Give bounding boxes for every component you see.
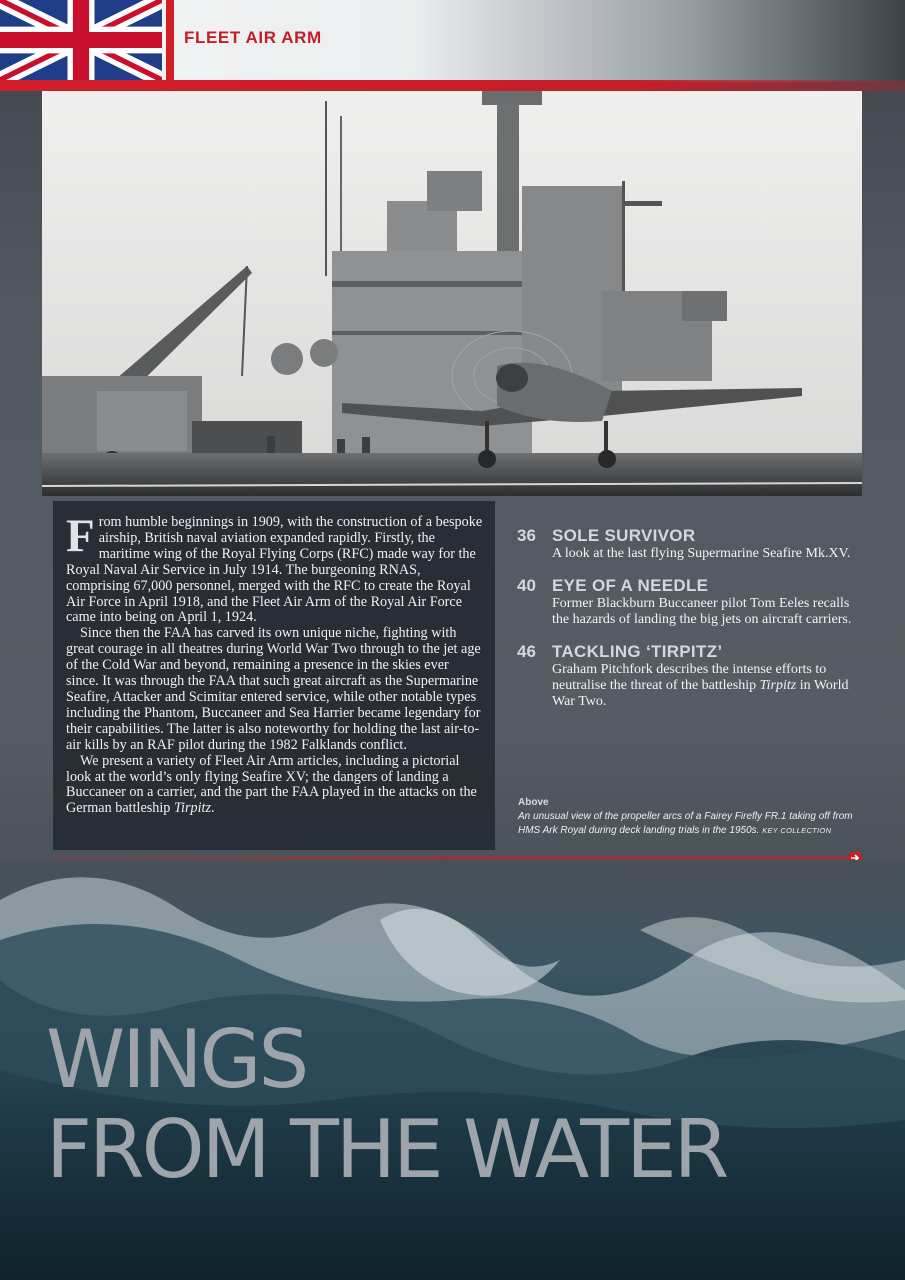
- caption-label: Above: [518, 797, 549, 808]
- article-description: A look at the last flying Supermarine Seafire Mk.XV.: [552, 546, 851, 561]
- intro-paragraph-1: [66, 510, 483, 626]
- intro-paragraph-1-text: rom humble beginnings in 1909, with the construction of a bespoke airship, British naval aviation expanded rapidly. Firstly, the maritime wing of the Royal Flying Corps (RFC) made way for the Royal Naval Air Service in July 1914. The burgeoning RNAS, comprising 67,000 personnel, merged with the RFC to create the Royal Air Force in April 1918, and the Fleet Air Arm of the Royal Air Force came into being on April 1, 1924.: [66, 514, 483, 626]
- divider-line: [53, 857, 848, 859]
- section-label: FLEET AIR ARM: [184, 28, 322, 47]
- header-red-rule: [0, 80, 905, 91]
- union-jack-icon: [0, 0, 162, 80]
- intro-paragraph-3-ship: Tirpitz: [173, 800, 212, 817]
- article-description-text: Graham Pitchfork describes the intense efforts to neutralise the threat of the battleship: [552, 662, 827, 693]
- intro-paragraph-3: [66, 754, 483, 818]
- article-title: TACKLING ‘TIRPITZ’: [552, 642, 723, 661]
- header-red-vertical: [166, 0, 174, 91]
- article-description: Former Blackburn Buccaneer pilot Tom Eeles recalls the hazards of landing the big jets on aircraft carriers.: [552, 596, 852, 627]
- intro-paragraph-2: Since then the FAA has carved its own unique niche, fighting with great courage in all theatres during World War Two through to the jet age of the Cold War and beyond, remaining a presence in the skies ever since. It was through the FAA that such great aircraft as the Supermarine Seafire, Attacker and Scimitar entered service, while other notable types including the Phantom, Buccaneer and Sea Harrier became legendary for their capabilities. The latter is also noteworthy for holding the last air-to-air kills by an RAF pilot during the 1982 Falklands conflict.: [66, 625, 481, 753]
- page-number: 36: [517, 526, 536, 545]
- contents-entry-36[interactable]: [517, 526, 862, 562]
- intro-paragraph-3-end: .: [211, 800, 215, 817]
- headline-line-2: FROM THE WATER: [46, 1103, 727, 1196]
- intro-text-panel: [53, 501, 495, 850]
- caption-body: An unusual view of the propeller arcs of a Fairey Firefly FR.1 taking off from HMS Ark Royal during deck landing trials in the 1950s.: [518, 811, 853, 836]
- headline-line-1: WINGS: [46, 1013, 307, 1106]
- contents-entry-46[interactable]: [517, 642, 862, 710]
- contents-entry-40[interactable]: [517, 576, 862, 628]
- page-number: 40: [517, 576, 536, 595]
- photo-caption: [518, 797, 863, 838]
- caption-credit: KEY COLLECTION: [762, 826, 832, 835]
- article-description: [552, 662, 862, 710]
- carrier-photo: [42, 91, 862, 496]
- contents-list: [517, 526, 862, 724]
- intro-paragraph-3-text: We present a variety of Fleet Air Arm articles, including a pictorial look at the world’s only flying Seafire XV; the dangers of landing a Buccaneer on a carrier, and the part the FAA played in the attacks on the German battleship: [66, 752, 477, 817]
- main-headline: [46, 1015, 726, 1195]
- page-number: 46: [517, 642, 536, 661]
- article-title: EYE OF A NEEDLE: [552, 576, 709, 595]
- article-description-ship: Tirpitz: [759, 678, 797, 693]
- caption-text: [518, 810, 863, 838]
- article-description-end: in World War Two.: [552, 678, 849, 709]
- article-title: SOLE SURVIVOR: [552, 526, 696, 545]
- drop-cap: F: [66, 510, 95, 562]
